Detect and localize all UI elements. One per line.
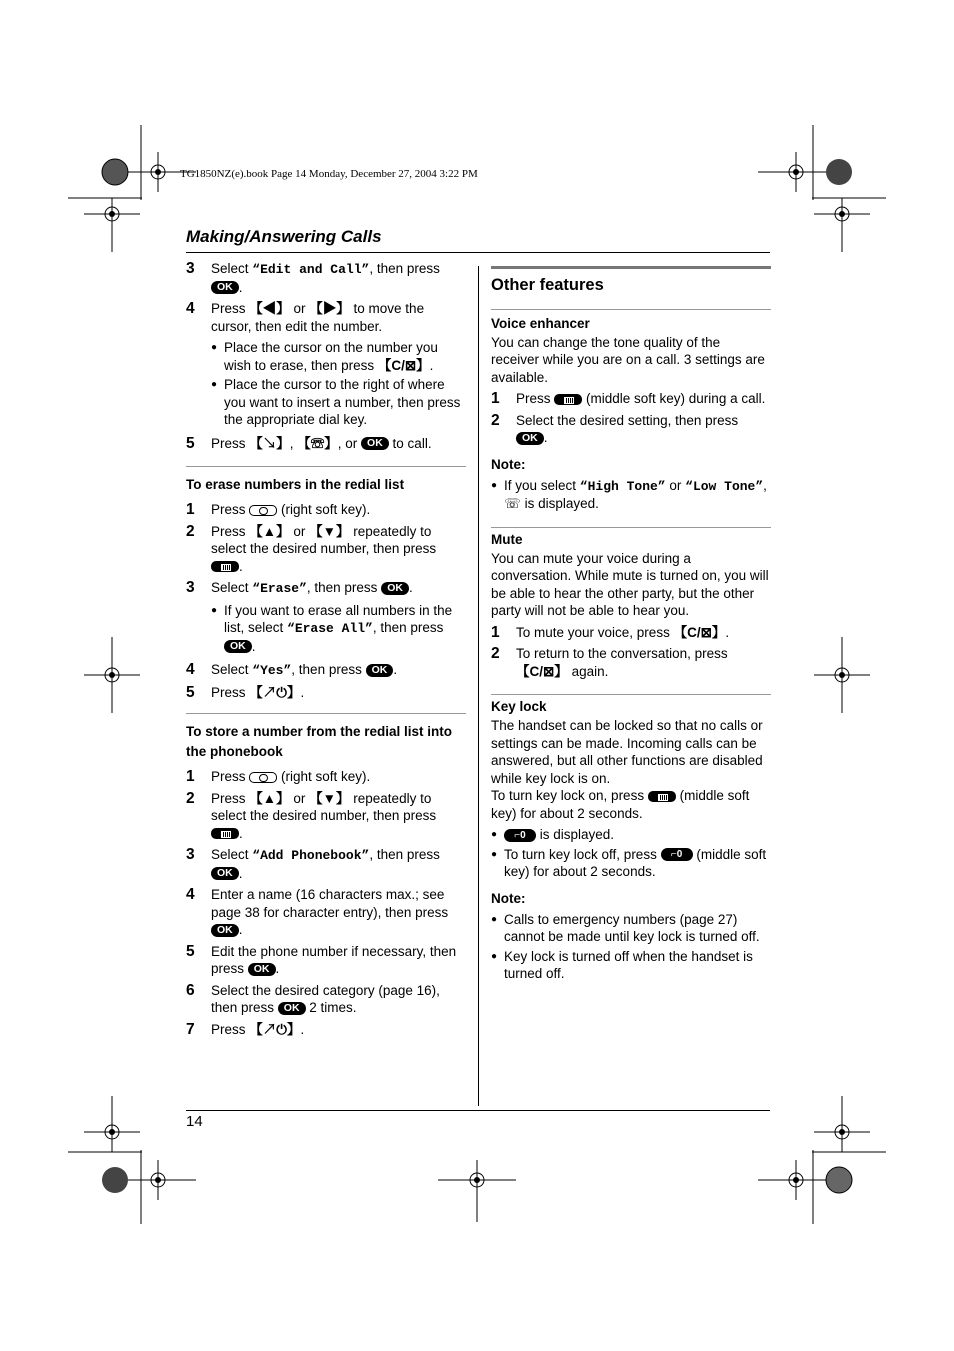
- clear-key-icon: 【C/⊠】: [516, 663, 568, 679]
- clear-key-icon: 【C/⊠】: [673, 624, 726, 640]
- mute-intro: You can mute your voice during a conversation. While mute is turned on, you will be able to hear the other party, but the other party will not be able to hear you.: [491, 550, 769, 618]
- footer-rule: [186, 1110, 770, 1111]
- left-column: [186, 260, 466, 1042]
- step-6: 6 Select the desired category (page 16), then press OK 2 times.: [186, 981, 440, 1015]
- key-lock-icon: ⌐0: [504, 829, 536, 842]
- voice-enhancer-heading: Voice enhancer: [491, 315, 590, 331]
- step-2: 2 Press 【▲】 or 【▼】 repeatedly to select the desired number, then press .: [186, 789, 437, 841]
- ok-key-icon: OK: [366, 664, 394, 677]
- up-key-icon: 【▲】: [249, 790, 290, 806]
- store-section-heading: To store a number from the redial list into the phonebook: [186, 724, 453, 759]
- page-title: Making/Answering Calls: [186, 227, 382, 246]
- list-item: ● If you select “High Tone” or “Low Tone”, ☏ is displayed.: [491, 477, 767, 511]
- list-item: ● ⌐0 is displayed.: [491, 827, 615, 842]
- ok-key-icon: OK: [211, 924, 239, 937]
- down-key-icon: 【▼】: [309, 523, 350, 539]
- step-5: 5 Edit the phone number if necessary, then press OK .: [186, 942, 457, 976]
- step-4: 4 Select “Yes”, then press OK .: [186, 661, 398, 678]
- book-header: TG1850NZ(e).book Page 14 Monday, December 27, 2004 3:22 PM: [180, 168, 478, 180]
- title-rule: [186, 252, 770, 253]
- voice-intro: You can change the tone quality of the receiver while you are on a call. 3 settings are available.: [491, 334, 765, 385]
- step-5: 5 Press 【↘】, 【☏】, or OK to call.: [186, 434, 432, 452]
- step-3: 3 Select “Add Phonebook”, then press OK .: [186, 846, 440, 881]
- list-item: ● Place the cursor on the number you wish to erase, then press 【C/⊠】.: [211, 340, 438, 373]
- list-item: ● Calls to emergency numbers (page 27) cannot be made until key lock is turned off.: [491, 911, 760, 944]
- right-soft-key-icon: [249, 772, 277, 783]
- step-1: 1 Press (middle soft key) during a call.: [491, 390, 766, 407]
- middle-soft-key-icon: [211, 561, 239, 572]
- ok-key-icon: OK: [516, 432, 544, 445]
- step-4: 4 Press 【◀】 or 【▶】 to move the cursor, then edit the number.: [186, 300, 425, 334]
- list-item: ● Place the cursor to the right of where you want to insert a number, then press the appropriate dial key.: [211, 377, 461, 427]
- note-label: Note:: [491, 890, 526, 906]
- middle-soft-key-icon: [211, 828, 239, 839]
- ok-key-icon: OK: [211, 867, 239, 880]
- step-4: 4 Enter a name (16 characters max.; see page 38 for character entry), then press OK .: [186, 886, 449, 937]
- list-item: ● To turn key lock off, press ⌐0 (middle soft key) for about 2 seconds.: [491, 846, 767, 879]
- column-divider: [478, 266, 479, 1106]
- step-5: 5 Press 【↗⏻】.: [186, 683, 305, 701]
- step-1: 1 To mute your voice, press 【C/⊠】.: [491, 623, 730, 641]
- right-soft-key-icon: [249, 505, 277, 516]
- clear-key-icon: 【C/⊠】: [377, 357, 430, 373]
- note-label: Note:: [491, 456, 526, 472]
- step-3: 3 Select “Erase”, then press OK .: [186, 579, 413, 596]
- key-lock-on-text: To turn key lock on, press (middle soft key) for about 2 seconds.: [491, 788, 750, 821]
- step-7: 7 Press 【↗⏻】.: [186, 1020, 305, 1038]
- right-arrow-key-icon: 【▶】: [309, 301, 350, 316]
- list-item: ● Key lock is turned off when the handset is turned off.: [491, 948, 753, 981]
- other-features-heading: Other features: [491, 276, 604, 294]
- step-2: 2 Press 【▲】 or 【▼】 repeatedly to select the desired number, then press .: [186, 522, 437, 574]
- down-key-icon: 【▼】: [309, 790, 350, 806]
- key-lock-icon: ⌐0: [661, 848, 693, 861]
- ok-key-icon: OK: [224, 640, 252, 653]
- step-3: 3 Select “Edit and Call”, then press OK .: [186, 260, 440, 295]
- off-key-icon: 【↗⏻】: [249, 1021, 301, 1037]
- step-2: 2 Select the desired setting, then press OK .: [491, 411, 739, 445]
- voice-enhancer-icon: ☏: [504, 496, 521, 511]
- page-number: 14: [186, 1113, 203, 1130]
- ok-key-icon: OK: [211, 281, 239, 294]
- talk-key-icon: 【↘】: [249, 435, 290, 451]
- up-key-icon: 【▲】: [249, 523, 290, 539]
- step-1: 1 Press (right soft key).: [186, 768, 371, 785]
- key-lock-heading: Key lock: [491, 699, 547, 714]
- step-1: 1 Press (right soft key).: [186, 501, 371, 518]
- key-lock-intro: The handset can be locked so that no calls or settings can be made. Incoming calls can be answered, but all other functions are disabled while key lock is on.: [491, 718, 763, 786]
- ok-key-icon: OK: [381, 582, 409, 595]
- mute-heading: Mute: [491, 531, 523, 547]
- speaker-key-icon: 【☏】: [297, 435, 338, 451]
- middle-soft-key-icon: [648, 791, 676, 802]
- erase-section-heading: To erase numbers in the redial list: [186, 477, 405, 492]
- ok-key-icon: OK: [278, 1002, 306, 1015]
- ok-key-icon: OK: [361, 437, 389, 450]
- ok-key-icon: OK: [248, 963, 276, 976]
- right-column: [491, 266, 771, 985]
- step-2: 2 To return to the conversation, press 【C/⊠】 again.: [491, 645, 728, 679]
- middle-soft-key-icon: [554, 394, 582, 405]
- list-item: ● If you want to erase all numbers in the list, select “Erase All”, then press OK .: [211, 602, 453, 654]
- off-key-icon: 【↗⏻】: [249, 684, 301, 700]
- left-arrow-key-icon: 【◀】: [249, 301, 290, 316]
